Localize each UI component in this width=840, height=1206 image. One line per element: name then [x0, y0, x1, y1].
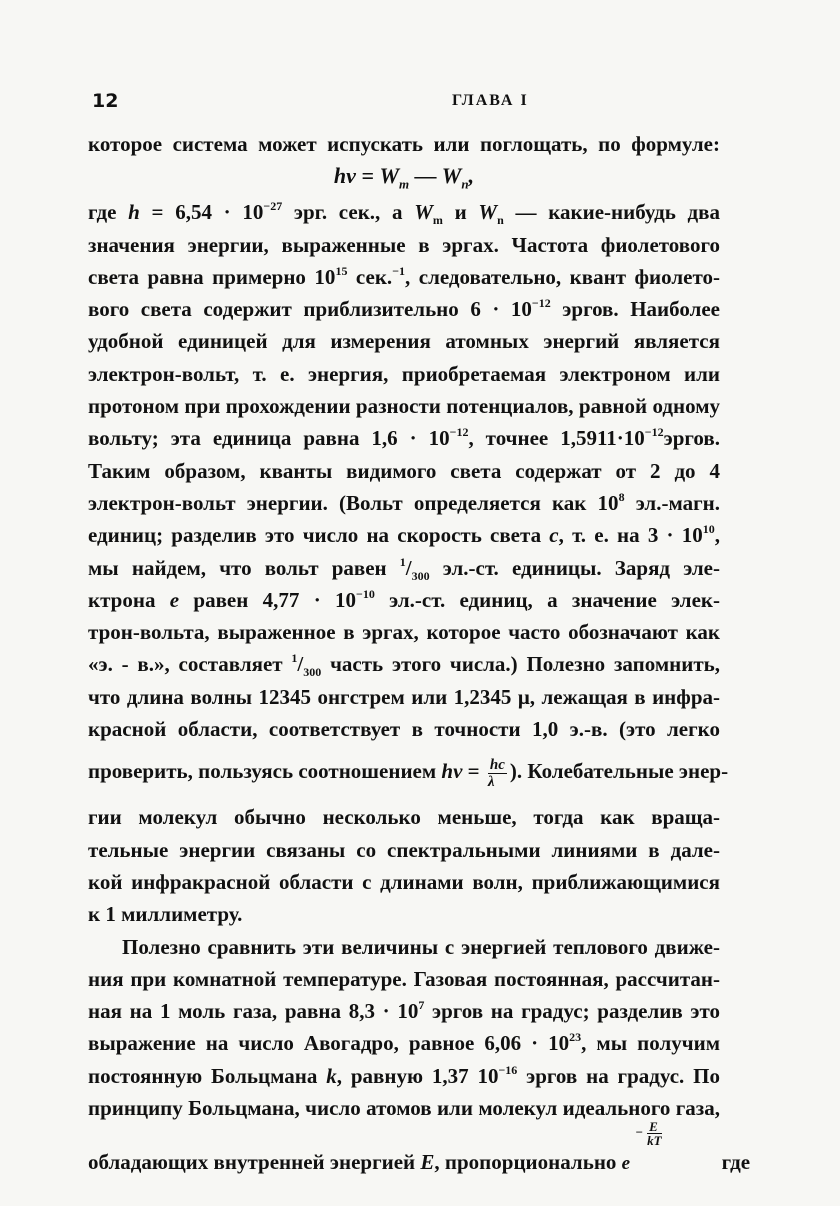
text-line: тельные энергии связаны со спектральными линиями в дале- — [88, 837, 720, 862]
text-line: гии молекул обычно несколько меньше, тогда как враща- — [88, 805, 720, 830]
text-line: электрон-вольт энергии. (Вольт определяется как $10^8$ эл.-магн. — [88, 489, 720, 515]
text-line: протоном при прохождении разности потенциалов, равной одному — [88, 394, 720, 419]
formula-energy-difference: $h\nu = W_m$ — $W_n$, — [333, 163, 475, 192]
text-line: ния при комнатной температуре. Газовая постоянная, рассчитан- — [88, 966, 720, 991]
text-line: значения энергии, выраженные в эргах. Частота фиолетового — [88, 232, 720, 257]
text-line: ктрона e равен $4,77 \cdot 10^{-10}$ эл.-ст. единиц, а значение элек- — [88, 586, 720, 612]
text-line: ная на 1 моль газа, равна $8,3 \cdot 10^7$ эргов на градус; разделив это — [88, 998, 720, 1024]
text-line: трон-вольта, выраженное в эргах, которое часто обозначают как — [88, 620, 720, 645]
text-line: единиц; разделив это число на скорость света c, т. е. на $3 \cdot 10^{10}$, — [88, 522, 720, 548]
page-number: 12 — [92, 90, 119, 112]
paragraph-start-line: Полезно сравнить эти величины с энергией теплового движе- — [122, 934, 720, 959]
text-line: которое система может испускать или поглощать, по формуле: — [88, 132, 720, 156]
running-header — [92, 90, 712, 120]
text-line: выражение на число Авогадро, равное $6,06 \cdot 10^{23}$, мы получим — [88, 1030, 720, 1056]
text-line: Таким образом, кванты видимого света содержат от 2 до 4 — [88, 458, 720, 483]
text-line: вого света содержит приблизительно $6 \cdot 10^{-12}$ эргов. Наиболее — [88, 296, 720, 322]
text-line: «э. - в.», составляет $^1/_{300}$ часть этого числа.) Полезно запомнить, — [88, 651, 721, 680]
text-line: электрон-вольт, т. е. энергия, приобретаемая электроном или — [88, 361, 720, 386]
text-line: кой инфракрасной области с длинами волн, приближающимися — [88, 869, 720, 894]
text-line: света равна примерно $10^{15}$ сек.$^{-1}$, следовательно, квант фиолето- — [88, 263, 721, 289]
text-line: что длина волны 12345 онгстрем или 1,2345 μ, лежащая в инфра- — [88, 684, 720, 709]
boltzmann-exponent: e − $\frac{E}{kT}$ — [621, 1119, 662, 1175]
text-line: к 1 миллиметру. — [88, 902, 243, 927]
fraction-hc-lambda: $\frac{hc}{\lambda}$ — [487, 757, 505, 791]
text-line: удобной единицей для измерения атомных энергий является — [88, 329, 720, 354]
text-line: постоянную Больцмана k, равную 1,37 $10^{-16}$ эргов на градус. По — [88, 1062, 720, 1088]
text-line: мы найдем, что вольт равен $^1/_{300}$ эл.-ст. единицы. Заряд эле- — [88, 554, 720, 583]
text-line: принципу Больцмана, число атомов или молекул идеального газа, — [88, 1096, 720, 1121]
text-line: красной области, соответствует в точности 1,0 э.-в. (это легко — [88, 717, 720, 742]
page-text — [88, 128, 751, 1206]
text-line: вольту; эта единица равна $1,6 \cdot 10^{-12}$, точнее $1,5911\cdot 10^{-12}эргов$. — [88, 425, 720, 451]
text-line: обладающих внутренней энергией E, пропорционально e − $\frac{E}{kT}$ где — [88, 1119, 751, 1175]
chapter-title: ГЛАВА I — [452, 92, 529, 109]
text-line: проверить, пользуясь соотношением hν = $\frac{hc}{\lambda}$ ). Колебательные энер- — [88, 757, 729, 791]
text-line: где $h = 6,54 \cdot 10^{-27}$ эрг. сек., а $W_m$ и $W_n$ — какие-нибудь два — [88, 199, 720, 228]
